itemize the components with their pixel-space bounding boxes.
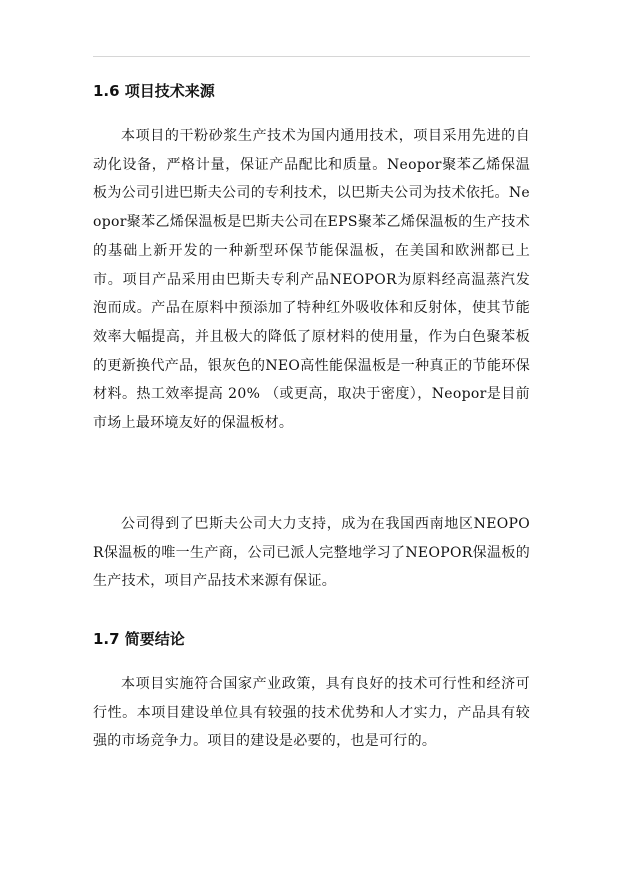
section-1-6-paragraph-2: 公司得到了巴斯夫公司大力支持，成为在我国西南地区NEOPOR保温板的唯一生产商，公司已派人完整地学习了NEOPOR保温板的生产技术，项目产品技术来源有保证。 — [93, 516, 530, 590]
section-1-7-heading: 1.7 简要结论 — [93, 630, 185, 648]
section-1-6-paragraph-1: 本项目的干粉砂浆生产技术为国内通用技术，项目采用先进的自动化设备，严格计量，保证产品配比和质量。Neopor聚苯乙烯保温板为公司引进巴斯夫公司的专利技术，以巴斯夫公司为技术依托。Neopor聚苯乙烯保温板是巴斯夫公司在EPS聚苯乙烯保温板的生产技术的基础上新开发的一种新型环保节能保温板，在美国和欧洲都已上市。项目产品采用由巴斯夫专利产品NEOPOR为原料经高温蒸汽发泡而成。产品在原料中预添加了特种红外吸收体和反射体，使其节能效率大幅提高，并且极大的降低了原材料的使用量，作为白色聚苯板的更新换代产品，银灰色的NEO高性能保温板是一种真正的节能环保材料。热工效率提高 20% （或更高，取决于密度），Neopor是目前市场上最环境友好的保温板材。 — [93, 128, 530, 432]
section-1-7-paragraph-1: 本项目实施符合国家产业政策，具有良好的技术可行性和经济可行性。本项目建设单位具有较强的技术优势和人才实力，产品具有较强的市场竞争力。项目的建设是必要的，也是可行的。 — [93, 676, 530, 750]
header-rule — [93, 56, 530, 57]
section-1-6-heading: 1.6 项目技术来源 — [93, 82, 215, 100]
